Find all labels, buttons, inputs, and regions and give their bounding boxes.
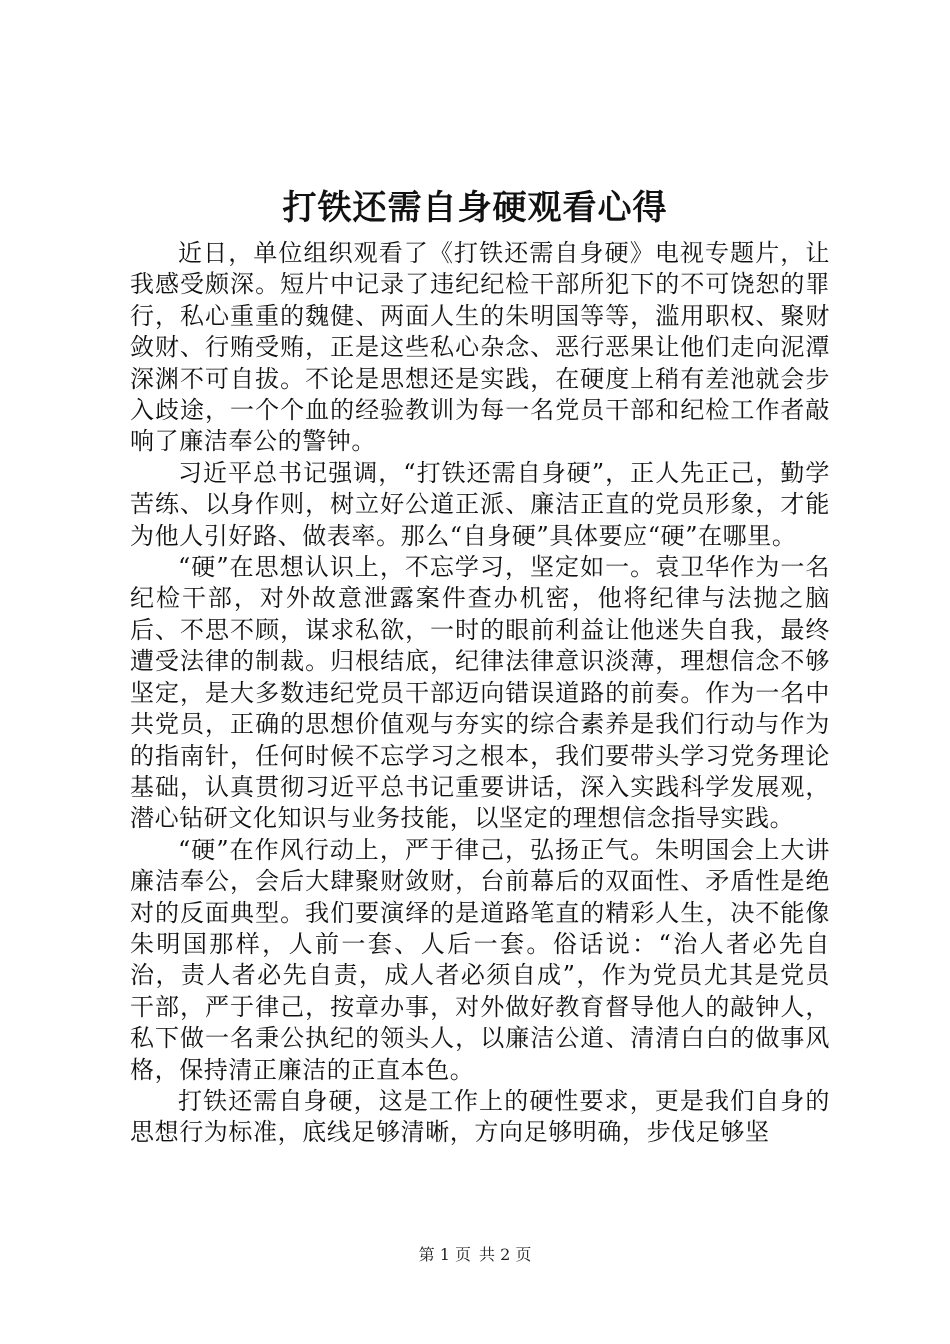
page-number-total: 共 2 页 bbox=[479, 1245, 532, 1264]
document-body bbox=[130, 238, 830, 1149]
page-footer bbox=[0, 1245, 950, 1265]
paragraph-1: 近日，单位组织观看了《打铁还需自身硬》电视专题片，让我感受颇深。短片中记录了违纪纪检干部所犯下的不可饶恕的罪行，私心重重的魏健、两面人生的朱明国等等，滥用职权、聚财敛财、行贿受贿，正是这些私心杂念、恶行恶果让他们走向泥潭深渊不可自拔。不论是思想还是实践，在硬度上稍有差池就会步入歧途，一个个血的经验教训为每一名党员干部和纪检工作者敲响了廉洁奉公的警钟。 bbox=[130, 239, 830, 456]
page-number-current: 第 1 页 bbox=[418, 1245, 471, 1264]
paragraph-3: “硬”在思想认识上，不忘学习，坚定如一。袁卫华作为一名纪检干部，对外故意泄露案件查办机密，他将纪律与法抛之脑后、不思不顾，谋求私欲，一时的眼前利益让他迷失自我，最终遭受法律的制裁。归根结底，纪律法律意识淡薄，理想信念不够坚定，是大多数违纪党员干部迈向错误道路的前奏。作为一名中共党员，正确的思想价值观与夯实的综合素养是我们行动与作为的指南针，任何时候不忘学习之根本，我们要带头学习党务理论基础，认真贯彻习近平总书记重要讲话，深入实践科学发展观，潜心钻研文化知识与业务技能，以坚定的理想信念指导实践。 bbox=[130, 553, 830, 833]
paragraph-2: 习近平总书记强调，“打铁还需自身硬”，正人先正己，勤学苦练、以身作则，树立好公道正派、廉洁正直的党员形象，才能为他人引好路、做表率。那么“自身硬”具体要应“硬”在哪里。 bbox=[130, 458, 830, 550]
document-title: 打铁还需自身硬观看心得 bbox=[282, 188, 668, 228]
paragraph-4: “硬”在作风行动上，严于律己，弘扬正气。朱明国会上大讲廉洁奉公，会后大肆聚财敛财，台前幕后的双面性、矛盾性是绝对的反面典型。我们要演绎的是道路笔直的精彩人生，决不能像朱明国那样，人前一套、人后一套。俗话说：“治人者必先自治，责人者必先自责，成人者必须自成”，作为党员尤其是党员干部，严于律己，按章办事，对外做好教育督导他人的敲钟人，私下做一名秉公执纪的领头人，以廉洁公道、清清白白的做事风格，保持清正廉洁的正直本色。 bbox=[130, 835, 830, 1084]
paragraph-5: 打铁还需自身硬，这是工作上的硬性要求，更是我们自身的思想行为标准，底线足够清晰，方向足够明确，步伐足够坚 bbox=[130, 1086, 830, 1147]
